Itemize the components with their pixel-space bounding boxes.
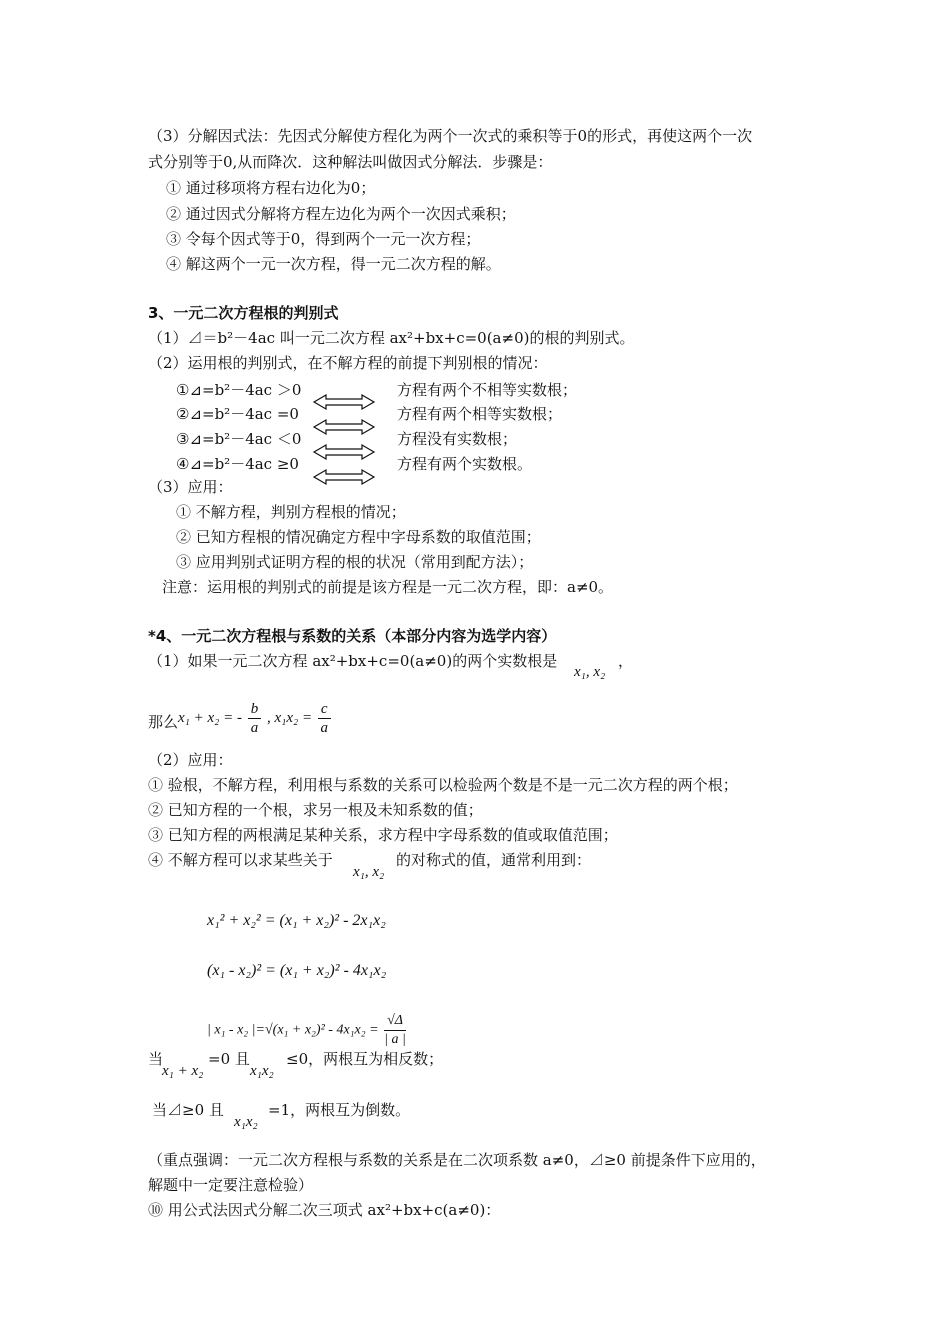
denominator: | a | [384, 1032, 406, 1047]
denominator: a [250, 720, 259, 736]
opposite-roots-text: ≤0，两根互为相反数； [286, 1050, 444, 1068]
vieta-product: , x₁x₂ = [266, 709, 313, 726]
emphasis-line1: （重点强调：一元二次方程根与系数的关系是在二次项系数 a≠0，⊿≥0 前提条件下应用的， [148, 1151, 766, 1169]
case-condition: ④⊿=b²－4ac ≥0 [176, 455, 299, 473]
numerator: b [248, 700, 262, 719]
step-item: ④ 解这两个一元一次方程，得一元二次方程的解。 [166, 255, 501, 273]
double-arrow-icon [314, 470, 374, 484]
case-result: 方程有两个不相等实数根； [397, 381, 578, 399]
note: 注意：运用根的判别式的前提是该方程是一元二次方程，即：a≠0。 [162, 578, 614, 596]
when-label: 当 [148, 1050, 164, 1068]
reciprocal-condition: 当⊿≥0 且 [152, 1101, 224, 1119]
case-condition: ①⊿=b²－4ac ＞0 [176, 381, 302, 399]
vieta-applications-label: （2）应用： [148, 751, 233, 769]
vieta-sum: x₁ + x₂ = - [178, 709, 242, 726]
double-arrow-icon [314, 395, 374, 409]
paragraph-factoring-line1: （3）分解因式法：先因式分解使方程化为两个一次式的乘积等于0的形式，再使这两个一次 [148, 127, 753, 145]
case-result: 方程没有实数根； [397, 430, 518, 448]
application-item: ② 已知方程根的情况确定方程中字母系数的取值范围； [176, 528, 541, 546]
vieta-premise: （1）如果一元二次方程 ax²+bx+c=0(a≠0)的两个实数根是 [148, 652, 558, 670]
double-arrow-icons [312, 394, 378, 494]
vieta-formula [178, 700, 333, 737]
formula-abs-difference [207, 1012, 408, 1049]
denominator: a [320, 720, 328, 736]
vieta-application-item: ① 验根，不解方程，利用根与系数的关系可以检验两个数是不是一元二次方程的两个根； [148, 776, 738, 794]
numerator: c [318, 700, 331, 719]
double-arrow-icon [314, 420, 374, 434]
application-item: ③ 应用判别式证明方程的根的状况（常用到配方法）； [176, 553, 534, 571]
formula-sum-of-squares: x₁² + x₂² = (x₁ + x₂)² - 2x₁x₂ [207, 912, 386, 929]
case-condition: ③⊿=b²－4ac ＜0 [176, 430, 302, 448]
vieta-application-item-4-end: 的对称式的值，通常利用到： [396, 851, 592, 869]
condition-text: =0 且 [208, 1050, 250, 1068]
case-result: 方程有两个相等实数根； [397, 405, 563, 423]
fraction-b-over-a [248, 700, 262, 737]
discriminant-definition: （1）⊿＝b²－4ac 叫一元二次方程 ax²+bx+c=0(a≠0)的根的判别式。 [148, 329, 635, 347]
case-condition: ②⊿=b²－4ac =0 [176, 405, 299, 423]
vieta-application-item: ② 已知方程的一个根，求另一根及未知系数的值； [148, 801, 483, 819]
formula-difference-squared: (x₁ - x₂)² = (x₁ + x₂)² - 4x₁x₂ [207, 962, 387, 979]
abs-difference-expression: | x₁ - x₂ |=√(x₁ + x₂)² - 4x₁x₂ = [207, 1022, 379, 1038]
sum-symbol: x₁ + x₂ [162, 1063, 204, 1079]
heading-vieta: *4、一元二次方程根与系数的关系（本部分内容为选学内容） [148, 627, 557, 645]
reciprocal-roots-text: =1，两根互为倒数。 [268, 1101, 411, 1119]
application-item: ① 不解方程，判别方程根的情况； [176, 503, 406, 521]
step-item: ③ 令每个因式等于0，得到两个一元一次方程； [166, 230, 481, 248]
fraction-sqrt-delta-over-abs-a [384, 1012, 406, 1049]
roots-symbol: x₁, x₂ [574, 664, 606, 680]
vieta-application-item-4: ④ 不解方程可以求某些关于 [148, 851, 333, 869]
step-item: ① 通过移项将方程右边化为0； [166, 179, 376, 197]
product-symbol: x₁x₂ [234, 1114, 258, 1130]
case-result: 方程有两个实数根。 [397, 455, 533, 473]
vieta-application-item: ③ 已知方程的两根满足某种关系，求方程中字母系数的值或取值范围； [148, 826, 618, 844]
applications-label: （3）应用： [148, 478, 233, 496]
heading-discriminant: 3、一元二次方程根的判别式 [148, 304, 339, 322]
emphasis-line2: 解题中一定要注意检验） [148, 1176, 314, 1194]
formula-factoring-line: ⑩ 用公式法因式分解二次三项式 ax²+bx+c(a≠0)： [148, 1201, 501, 1219]
product-symbol: x₁x₂ [250, 1063, 274, 1079]
then-label: 那么 [148, 713, 179, 731]
step-item: ② 通过因式分解将方程左边化为两个一次因式乘积； [166, 205, 516, 223]
fraction-c-over-a [318, 700, 331, 737]
roots-symbol: x₁, x₂ [353, 864, 385, 880]
numerator: √Δ [384, 1012, 406, 1031]
vieta-premise-end: ， [618, 652, 634, 670]
discriminant-usage: （2）运用根的判别式，在不解方程的前提下判别根的情况： [148, 354, 548, 372]
double-arrow-icon [314, 445, 374, 459]
paragraph-factoring-line2: 式分别等于0,从而降次．这种解法叫做因式分解法．步骤是： [148, 153, 553, 171]
